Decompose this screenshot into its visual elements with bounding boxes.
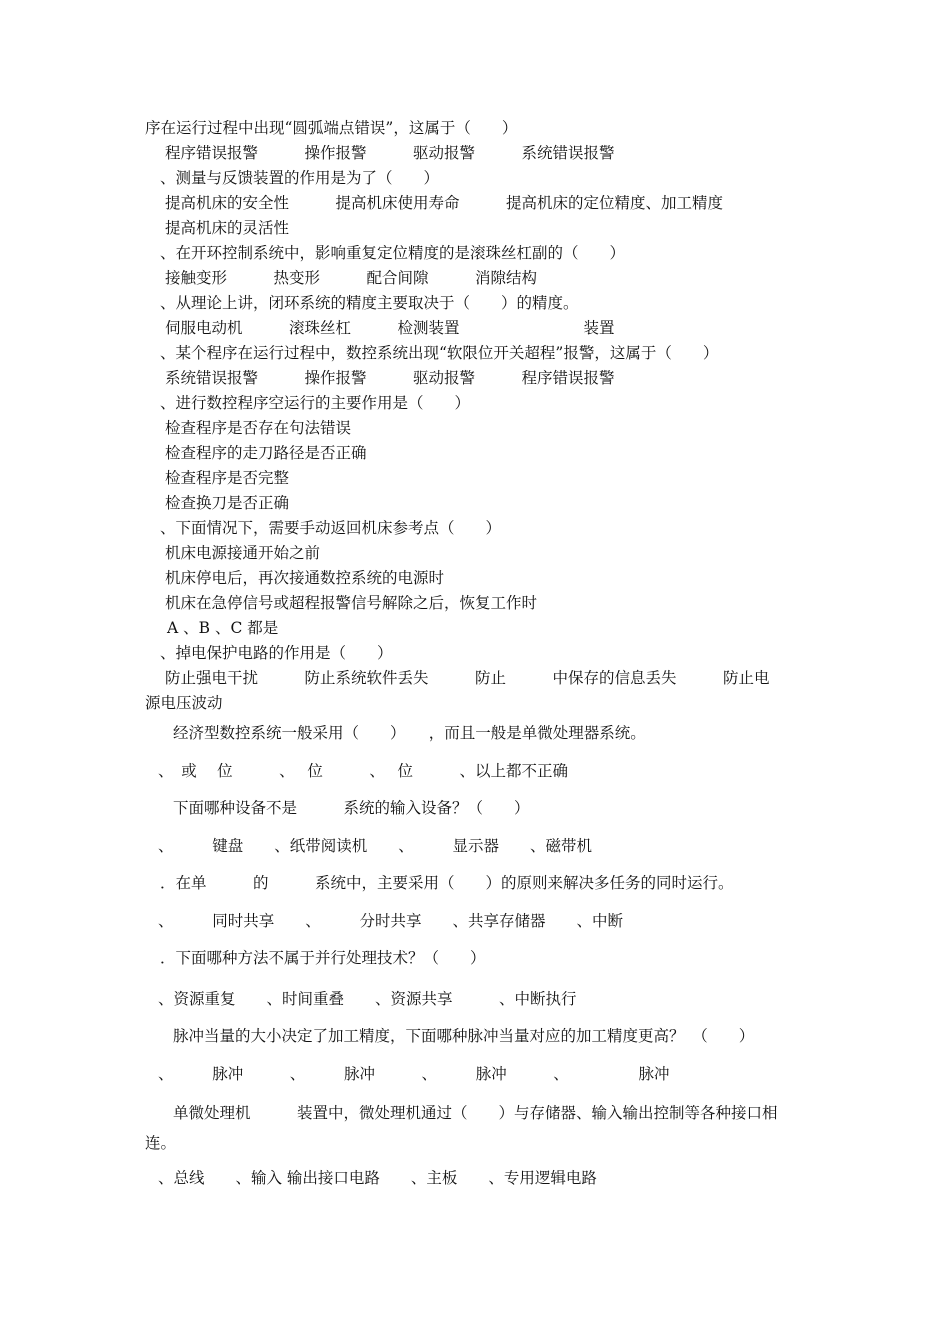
answer-option: 检查程序的走刀路径是否正确 xyxy=(165,444,367,462)
answer-option: 提高机床的灵活性 xyxy=(165,219,290,237)
answer-option: 机床电源接通开始之前 xyxy=(165,544,321,562)
question-line: 、从理论上讲，闭环系统的精度主要取决于（ ）的精度。 xyxy=(160,294,579,312)
question-line: 脉冲当量的大小决定了加工精度，下面哪种脉冲当量对应的加工精度更高？ （ ） xyxy=(173,1027,755,1045)
answer-option: 检查程序是否完整 xyxy=(165,469,290,487)
question-line: 、掉电保护电路的作用是（ ） xyxy=(160,644,393,662)
answer-options: 防止强电干扰 防止系统软件丢失 防止 中保存的信息丢失 防止电 xyxy=(165,669,770,687)
answer-option: 机床在急停信号或超程报警信号解除之后，恢复工作时 xyxy=(165,594,538,612)
question-line: 、在开环控制系统中，影响重复定位精度的是滚珠丝杠副的（ ） xyxy=(160,244,626,262)
question-line: 、进行数控程序空运行的主要作用是（ ） xyxy=(160,394,471,412)
answer-options: 、 脉冲 、 脉冲 、 脉冲 、 脉冲 xyxy=(158,1065,670,1083)
question-line: 经济型数控系统一般采用（ ） ，而且一般是单微处理器系统。 xyxy=(173,724,646,742)
answer-options: 、资源重复 、时间重叠 、资源共享 、中断执行 xyxy=(158,990,577,1008)
question-line: 下面哪种设备不是 系统的输入设备？（ ） xyxy=(173,799,530,817)
answer-options: 接触变形 热变形 配合间隙 消隙结构 xyxy=(165,269,538,287)
answer-option: 检查换刀是否正确 xyxy=(165,494,290,512)
answer-option: 机床停电后，再次接通数控系统的电源时 xyxy=(165,569,445,587)
answer-options: 系统错误报警 操作报警 驱动报警 程序错误报警 xyxy=(165,369,615,387)
answer-options: 、 或 位 、 位 、 位 、以上都不正确 xyxy=(158,762,569,780)
answer-options: 、总线 、输入 输出接口电路 、主板 、专用逻辑电路 xyxy=(158,1169,597,1187)
answer-options-continued: 源电压波动 xyxy=(145,694,223,712)
answer-options: 程序错误报警 操作报警 驱动报警 系统错误报警 xyxy=(165,144,615,162)
answer-options: 、 键盘 、纸带阅读机 、 显示器 、磁带机 xyxy=(158,837,593,855)
question-line: 序在运行过程中出现“圆弧端点错误”，这属于（ ） xyxy=(145,119,518,137)
question-line: 、某个程序在运行过程中，数控系统出现“软限位开关超程”报警，这属于（ ） xyxy=(160,344,719,362)
question-line: 单微处理机 装置中，微处理机通过（ ）与存储器、输入输出控制等各种接口相 xyxy=(173,1104,778,1122)
answer-option: A 、B 、C 都是 xyxy=(167,619,279,637)
answer-options: 、 同时共享 、 分时共享 、共享存储器 、中断 xyxy=(158,912,624,930)
question-line: 、下面情况下，需要手动返回机床参考点（ ） xyxy=(160,519,502,537)
answer-options: 伺服电动机 滚珠丝杠 检测装置 装置 xyxy=(165,319,615,337)
question-line: ．在单 的 系统中，主要采用（ ）的原则来解决多任务的同时运行。 xyxy=(160,874,734,892)
answer-options: 提高机床的安全性 提高机床使用寿命 提高机床的定位精度、加工精度 xyxy=(165,194,724,212)
question-line: ．下面哪种方法不属于并行处理技术？（ ） xyxy=(160,949,486,967)
answer-option: 检查程序是否存在句法错误 xyxy=(165,419,352,437)
question-line-continued: 连。 xyxy=(145,1134,177,1152)
question-line: 、测量与反馈装置的作用是为了（ ） xyxy=(160,169,440,187)
